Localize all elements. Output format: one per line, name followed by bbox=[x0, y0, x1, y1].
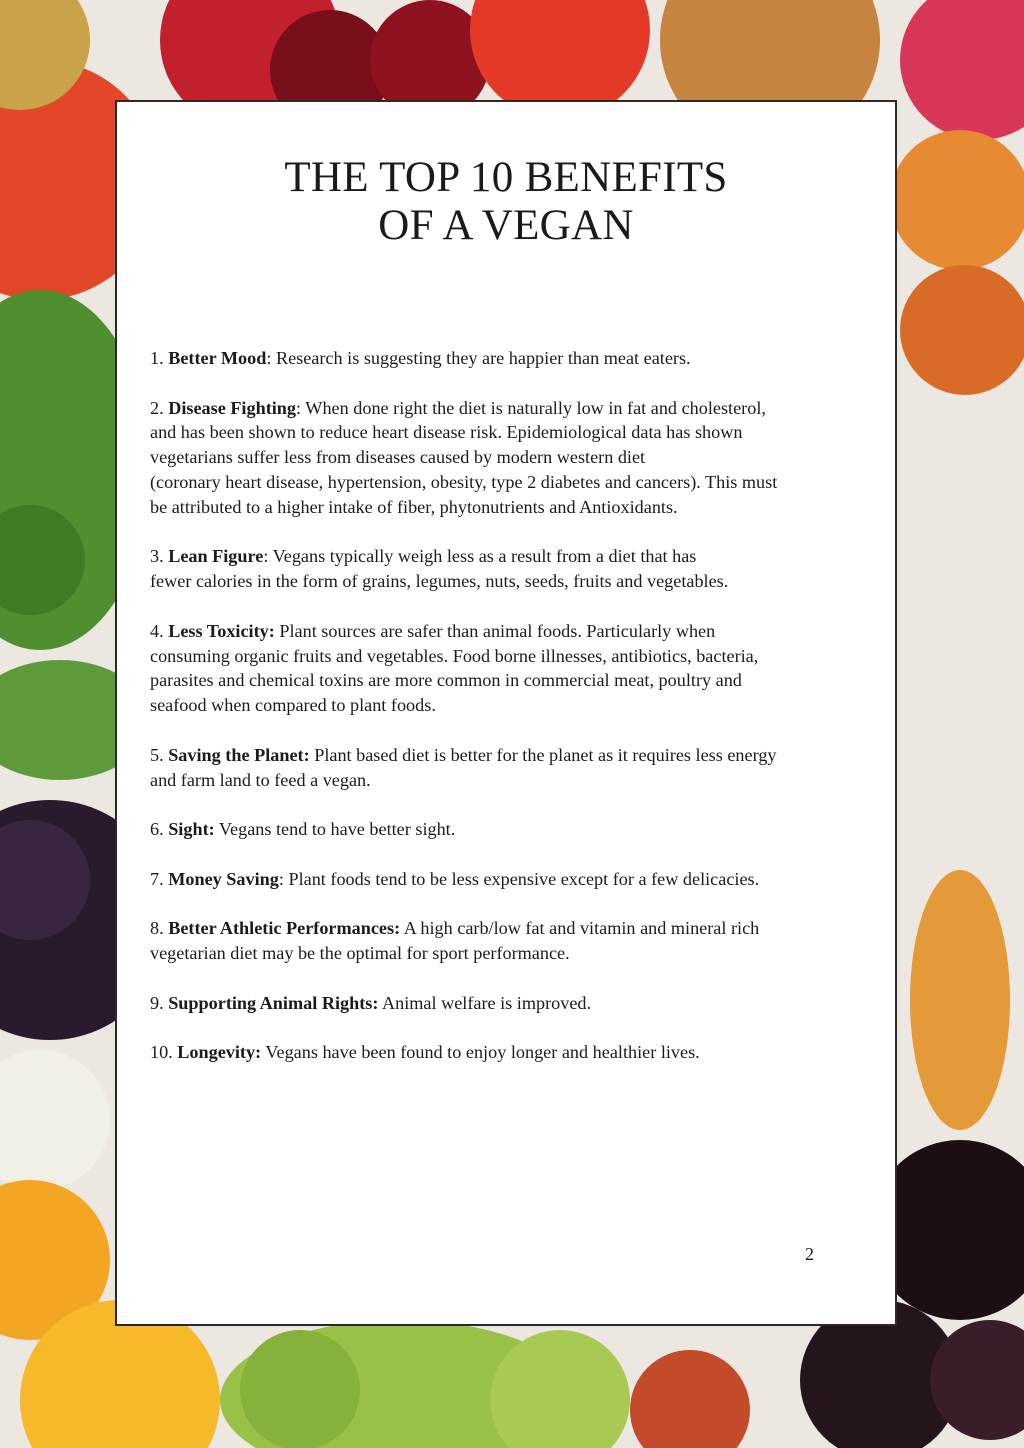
benefit-heading: Sight: bbox=[168, 819, 215, 840]
benefit-line-text: Plant sources are safer than animal foods. Particularly when bbox=[279, 620, 716, 641]
benefit-line-text: Vegans typically weigh less as a result from a diet that has bbox=[272, 546, 697, 567]
list-item bbox=[150, 991, 870, 1016]
benefit-line bbox=[150, 644, 870, 669]
benefit-line-text: Research is suggesting they are happier than meat eaters. bbox=[275, 348, 691, 368]
list-item bbox=[150, 1040, 870, 1065]
benefit-line bbox=[150, 817, 870, 842]
benefit-heading: Better Athletic Performances: bbox=[168, 918, 401, 939]
benefit-separator: : bbox=[296, 397, 306, 418]
benefit-line-text: and farm land to feed a vegan. bbox=[150, 769, 371, 790]
benefit-line bbox=[150, 668, 870, 693]
benefit-heading: Saving the Planet: bbox=[168, 744, 310, 765]
benefit-line bbox=[150, 991, 870, 1016]
benefit-text bbox=[150, 916, 870, 966]
list-item bbox=[150, 544, 870, 594]
page-title-line-2: OF A VEGAN bbox=[378, 202, 634, 249]
benefit-number: 5. bbox=[150, 744, 164, 765]
benefit-line-text: vegetarians suffer less from diseases caused by modern western diet bbox=[150, 447, 646, 468]
benefit-line-text: Vegans have been found to enjoy longer and healthier lives. bbox=[265, 1042, 700, 1063]
benefit-line-text: A high carb/low fat and vitamin and mineral rich bbox=[403, 918, 760, 939]
benefit-heading: Longevity: bbox=[177, 1042, 262, 1063]
benefit-line-text: and has been shown to reduce heart disease risk. Epidemiological data has shown bbox=[150, 422, 743, 443]
benefit-line bbox=[150, 544, 870, 569]
list-item bbox=[150, 396, 870, 520]
benefit-line bbox=[150, 768, 870, 793]
benefit-number: 10. bbox=[150, 1042, 173, 1063]
benefits-list bbox=[150, 346, 870, 1090]
benefit-line bbox=[150, 470, 870, 495]
benefit-line bbox=[150, 569, 870, 594]
benefit-line-text: parasites and chemical toxins are more common in commercial meat, poultry and bbox=[150, 670, 742, 691]
benefit-line-text: consuming organic fruits and vegetables. Food borne illnesses, antibiotics, bacteria, bbox=[150, 645, 759, 666]
benefit-line bbox=[150, 420, 870, 445]
benefit-line bbox=[150, 346, 870, 371]
benefit-line-text: Plant based diet is better for the planet as it requires less energy bbox=[314, 744, 777, 765]
benefit-number: 8. bbox=[150, 918, 164, 939]
page-number: 2 bbox=[805, 1244, 814, 1264]
benefit-line-text: Vegans tend to have better sight. bbox=[218, 819, 456, 840]
benefit-separator: : bbox=[278, 868, 289, 889]
list-item bbox=[150, 867, 870, 892]
benefit-heading: Money Saving bbox=[168, 868, 279, 889]
benefit-line bbox=[150, 916, 870, 941]
list-item bbox=[150, 743, 870, 793]
benefit-line-text: fewer calories in the form of grains, legumes, nuts, seeds, fruits and vegetables. bbox=[150, 571, 729, 592]
benefit-text bbox=[150, 619, 870, 718]
list-item bbox=[150, 619, 870, 718]
benefit-text bbox=[150, 867, 870, 892]
benefit-line bbox=[150, 867, 870, 892]
benefit-text bbox=[150, 396, 870, 520]
benefit-line-text: (coronary heart disease, hypertension, obesity, type 2 diabetes and cancers). This must bbox=[150, 471, 778, 492]
benefit-heading: Disease Fighting bbox=[168, 397, 297, 418]
benefit-number: 9. bbox=[150, 992, 164, 1013]
benefit-number: 2. bbox=[150, 397, 164, 418]
benefit-line bbox=[150, 693, 870, 718]
benefit-line-text: vegetarian diet may be the optimal for sport performance. bbox=[150, 943, 570, 964]
benefit-text bbox=[150, 743, 870, 793]
benefit-number: 7. bbox=[150, 868, 164, 889]
benefit-line-text: Plant foods tend to be less expensive except for a few delicacies. bbox=[288, 868, 760, 889]
benefit-number: 3. bbox=[150, 546, 164, 567]
benefit-heading: Lean Figure bbox=[168, 546, 264, 567]
benefit-line bbox=[150, 396, 870, 421]
benefit-line bbox=[150, 941, 870, 966]
benefit-line bbox=[150, 1040, 870, 1065]
benefit-separator: : bbox=[263, 546, 273, 567]
benefit-text bbox=[150, 991, 870, 1016]
benefit-text bbox=[150, 544, 870, 594]
benefit-heading: Better Mood bbox=[168, 348, 267, 368]
benefit-line-text: Animal welfare is improved. bbox=[381, 992, 592, 1013]
benefit-line-text: seafood when compared to plant foods. bbox=[150, 695, 436, 716]
benefit-number: 6. bbox=[150, 819, 164, 840]
benefit-heading: Supporting Animal Rights: bbox=[168, 992, 379, 1013]
benefit-text bbox=[150, 817, 870, 842]
benefit-number: 4. bbox=[150, 620, 164, 641]
list-item bbox=[150, 817, 870, 842]
list-item bbox=[150, 916, 870, 966]
benefit-separator: : bbox=[266, 348, 276, 368]
page-title-line-1: THE TOP 10 BENEFITS bbox=[284, 154, 728, 201]
content-card bbox=[115, 100, 897, 1326]
benefit-line-text: When done right the diet is naturally low in fat and cholesterol, bbox=[305, 397, 766, 418]
benefit-heading: Less Toxicity: bbox=[168, 620, 275, 641]
benefit-line bbox=[150, 743, 870, 768]
benefit-text bbox=[150, 1040, 870, 1065]
benefit-line bbox=[150, 619, 870, 644]
benefit-text bbox=[150, 346, 870, 371]
page-title bbox=[117, 154, 895, 250]
benefit-line bbox=[150, 495, 870, 520]
benefit-line-text: be attributed to a higher intake of fiber, phytonutrients and Antioxidants. bbox=[150, 496, 678, 517]
list-item bbox=[150, 346, 870, 371]
benefit-line bbox=[150, 445, 870, 470]
benefit-number: 1. bbox=[150, 348, 164, 368]
